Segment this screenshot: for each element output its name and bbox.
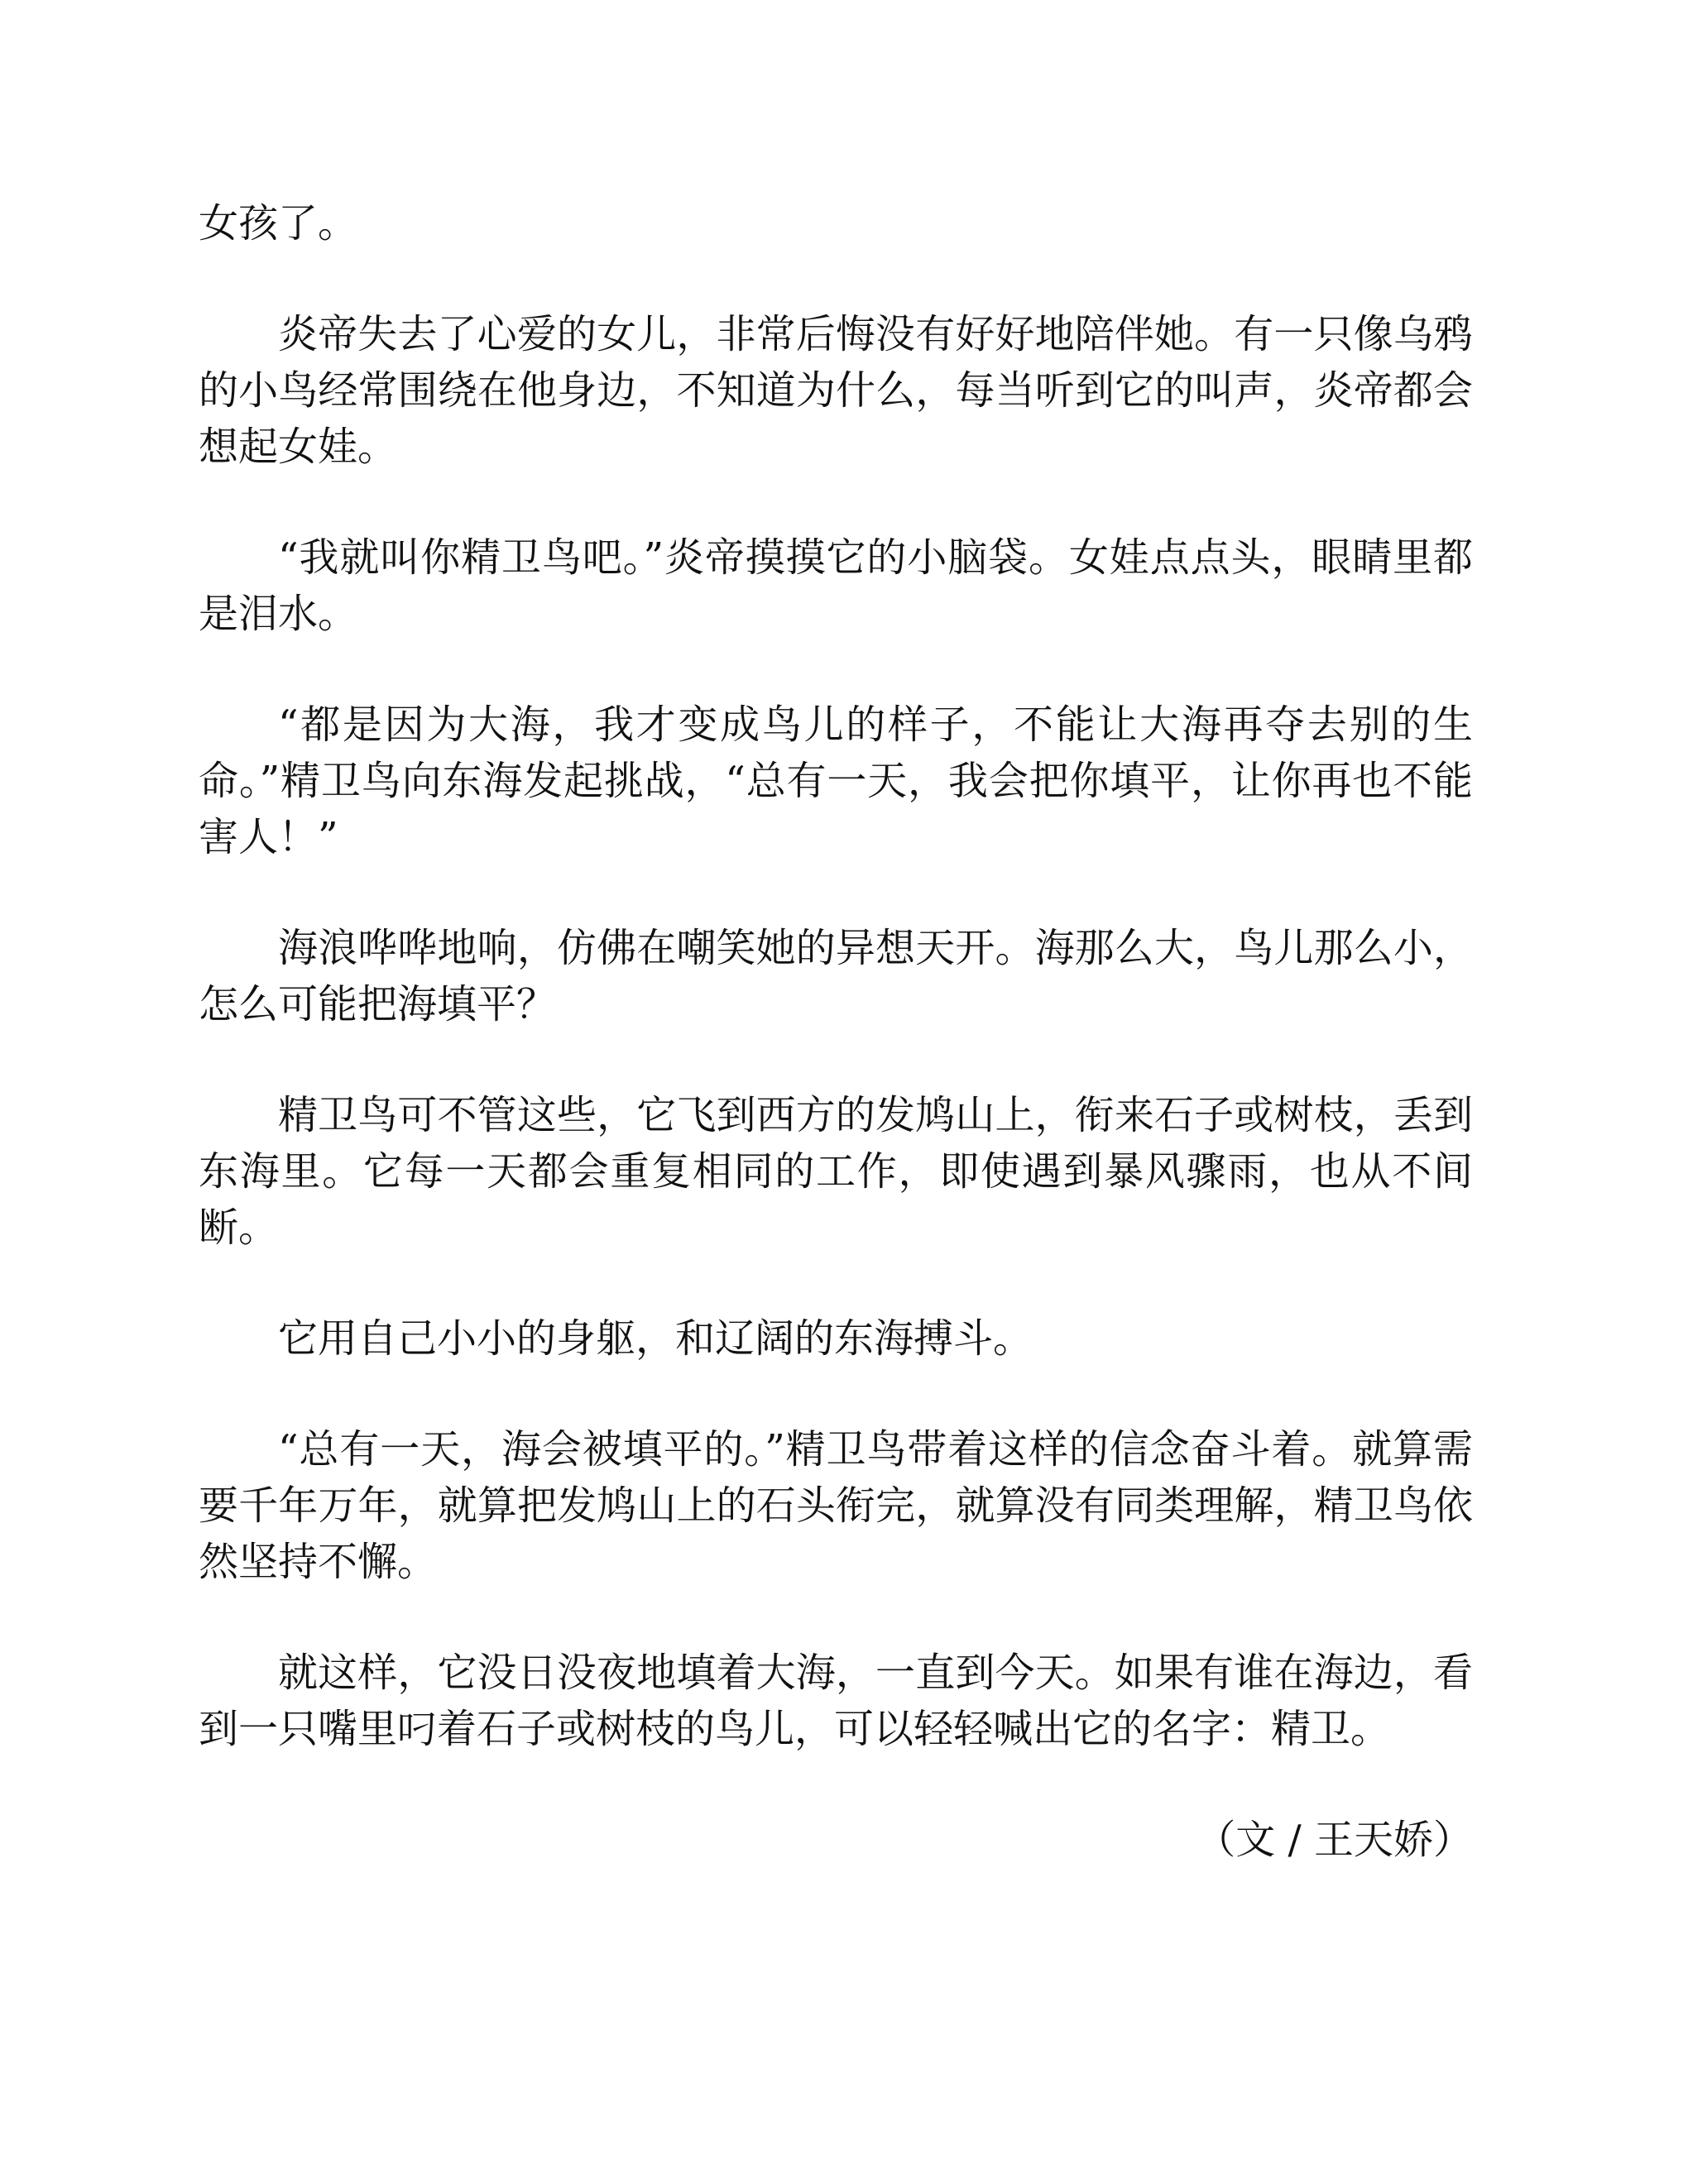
paragraph: 它用自己小小的身躯，和辽阔的东海搏斗。: [278, 1315, 1033, 1362]
paragraph: 海浪哗哗地响，仿佛在嘲笑她的异想天开。海那么大，鸟儿那么小，怎么可能把海填平？: [199, 925, 1473, 1027]
paragraph-continuation: 女孩了。: [199, 200, 358, 247]
paragraph: “我就叫你精卫鸟吧。”炎帝摸摸它的小脑袋。女娃点点头，眼睛里都是泪水。: [199, 534, 1473, 637]
author-byline: （文 / 王天娇）: [1196, 1817, 1473, 1863]
paragraph: 精卫鸟可不管这些，它飞到西方的发鸠山上，衔来石子或树枝，丢到东海里。它每一天都会重复相同的工作，即使遇到暴风骤雨，也从不间断。: [199, 1092, 1473, 1251]
paragraph: 炎帝失去了心爱的女儿，非常后悔没有好好地陪伴她。有一只像乌鸦的小鸟经常围绕在他身边，不知道为什么，每当听到它的叫声，炎帝都会想起女娃。: [199, 311, 1473, 470]
paragraph: “都是因为大海，我才变成鸟儿的样子，不能让大海再夺去别的生命。”精卫鸟向东海发起挑战，“总有一天，我会把你填平，让你再也不能害人！”: [199, 702, 1473, 860]
paragraph: “总有一天，海会被填平的。”精卫鸟带着这样的信念奋斗着。就算需要千年万年，就算把发鸠山上的石头衔完，就算没有同类理解，精卫鸟依然坚持不懈。: [199, 1426, 1473, 1585]
paragraph: 就这样，它没日没夜地填着大海，一直到今天。如果有谁在海边，看到一只嘴里叼着石子或树枝的鸟儿，可以轻轻喊出它的名字：精卫。: [199, 1650, 1473, 1752]
article-body: [199, 195, 1473, 1868]
